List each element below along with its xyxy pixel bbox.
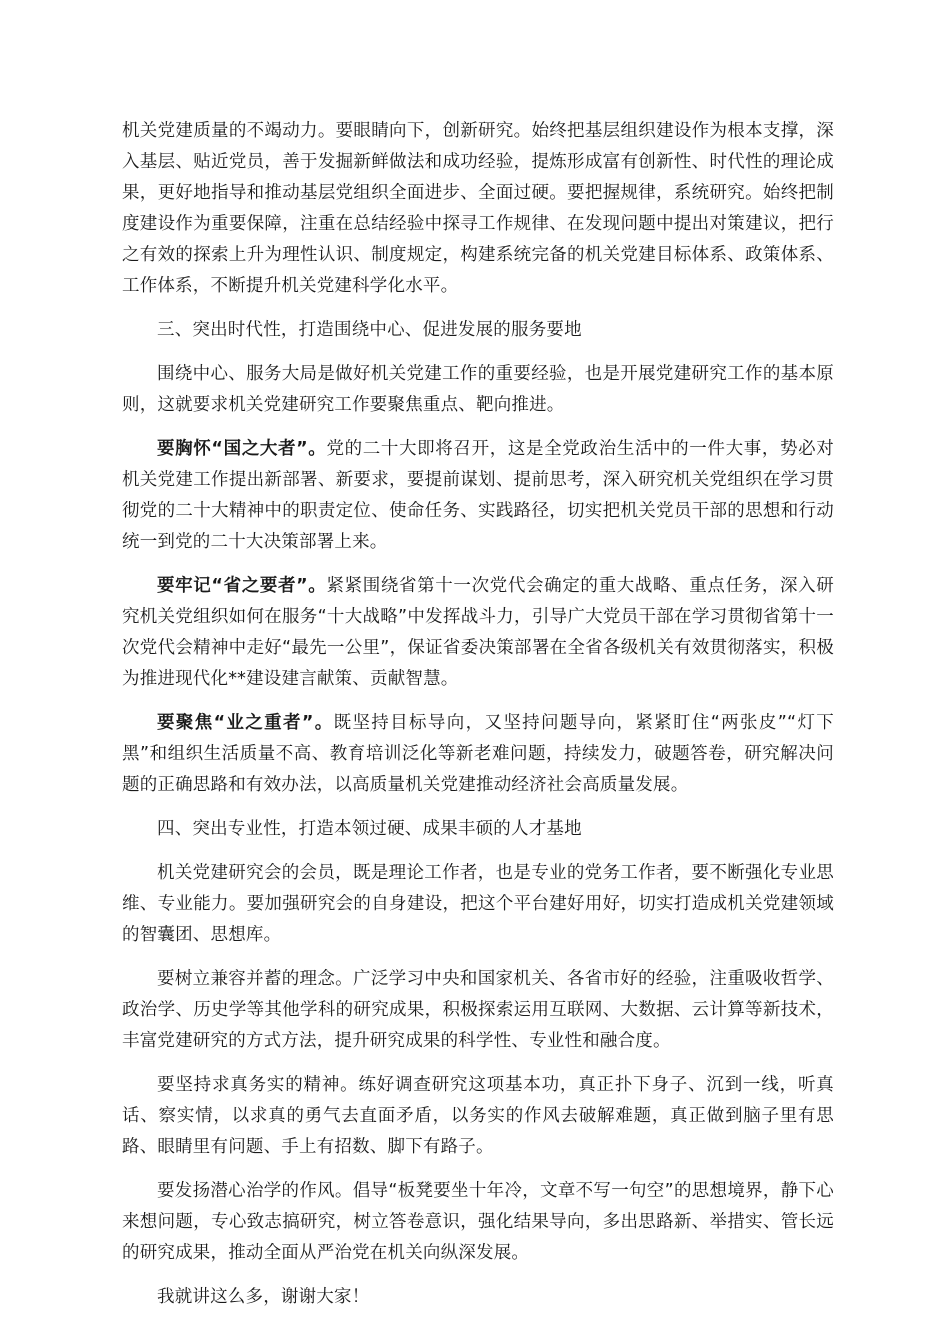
- heading-text: 三、突出时代性，打造围绕中心、促进发展的服务要地: [157, 320, 582, 340]
- paragraph-text: 要树立兼容并蓄的理念。广泛学习中央和国家机关、各省市好的经验，注重吸收哲学、政治学、历史学等其他学科的研究成果，积极探索运用互联网、大数据、云计算等新技术，丰富党建研究的方式方法，提升研究成果的科学性、专业性和融合度。: [122, 969, 834, 1051]
- paragraph: [122, 1070, 834, 1163]
- paragraph-lead: [122, 571, 834, 695]
- paragraph-text: 机关党建质量的不竭动力。要眼睛向下，创新研究。始终把基层组织建设作为根本支撑，深入基层、贴近党员，善于发掘新鲜做法和成功经验，提炼形成富有创新性、时代性的理论成果，更好地指导和推动基层党组织全面进步、全面过硬。要把握规律，系统研究。始终把制度建设作为重要保障，注重在总结经验中探寻工作规律、在发现问题中提出对策建议，把行之有效的探索上升为理性认识、制度规定，构建系统完备的机关党建目标体系、政策体系、工作体系，不断提升机关党建科学化水平。: [122, 121, 834, 296]
- paragraph: [122, 858, 834, 951]
- paragraph-continuation: [122, 116, 834, 302]
- paragraph-lead: [122, 708, 834, 801]
- paragraph-text: 要坚持求真务实的精神。练好调查研究这项基本功，真正扑下身子、沉到一线，听真话、察实情，以求真的勇气去直面矛盾，以务实的作风去破解难题，真正做到脑子里有思路、眼睛里有问题、手上有招数、脚下有路子。: [122, 1075, 834, 1157]
- paragraph-text: 机关党建研究会的会员，既是理论工作者，也是专业的党务工作者，要不断强化专业思维、专业能力。要加强研究会的自身建设，把这个平台建好用好，切实打造成机关党建领域的智囊团、思想库。: [122, 863, 834, 945]
- section-heading-4: [122, 814, 834, 845]
- paragraph-text: 要发扬潜心治学的作风。倡导“板凳要坐十年冷，文章不写一句空”的思想境界，静下心来想问题，专心致志搞研究，树立答卷意识，强化结果导向，多出思路新、举措实、管长远的研究成果，推动全面从严治党在机关向纵深发展。: [122, 1181, 834, 1263]
- paragraph-text: 围绕中心、服务大局是做好机关党建工作的重要经验，也是开展党建研究工作的基本原则，这就要求机关党建研究工作要聚焦重点、靶向推进。: [122, 364, 834, 415]
- section-heading-3: [122, 315, 834, 346]
- paragraph-lead-text: 要牢记“省之要者”。: [157, 576, 327, 596]
- paragraph-text: 我就讲这么多，谢谢大家！: [157, 1287, 370, 1307]
- document-page: [122, 116, 834, 1326]
- paragraph-text: 党的二十大即将召开，这是全党政治生活中的一件大事，势必对机关党建工作提出新部署、新要求，要提前谋划、提前思考，深入研究机关党组织在学习贯彻党的二十大精神中的职责定位、使命任务、实践路径，切实把机关党员干部的思想和行动统一到党的二十大决策部署上来。: [122, 439, 834, 552]
- paragraph-lead-text: 要胸怀“国之大者”。: [157, 439, 327, 459]
- paragraph-lead-text: 要聚焦“业之重者”。: [157, 713, 334, 733]
- paragraph: [122, 359, 834, 421]
- paragraph: [122, 1176, 834, 1269]
- paragraph: [122, 964, 834, 1057]
- paragraph-text: 紧紧围绕省第十一次党代会确定的重大战略、重点任务，深入研究机关党组织如何在服务“十大战略”中发挥战斗力，引导广大党员干部在学习贯彻省第十一次党代会精神中走好“最先一公里”，保证省委决策部署在全省各级机关有效贯彻落实，积极为推进现代化**建设建言献策、贡献智慧。: [122, 576, 834, 689]
- heading-text: 四、突出专业性，打造本领过硬、成果丰硕的人才基地: [157, 819, 582, 839]
- paragraph-text: 既坚持目标导向，又坚持问题导向，紧紧盯住“两张皮”“灯下黑”和组织生活质量不高、教育培训泛化等新老难问题，持续发力，破题答卷，研究解决问题的正确思路和有效办法，以高质量机关党建推动经济社会高质量发展。: [122, 713, 834, 795]
- closing-paragraph: [122, 1282, 834, 1313]
- paragraph-lead: [122, 434, 834, 558]
